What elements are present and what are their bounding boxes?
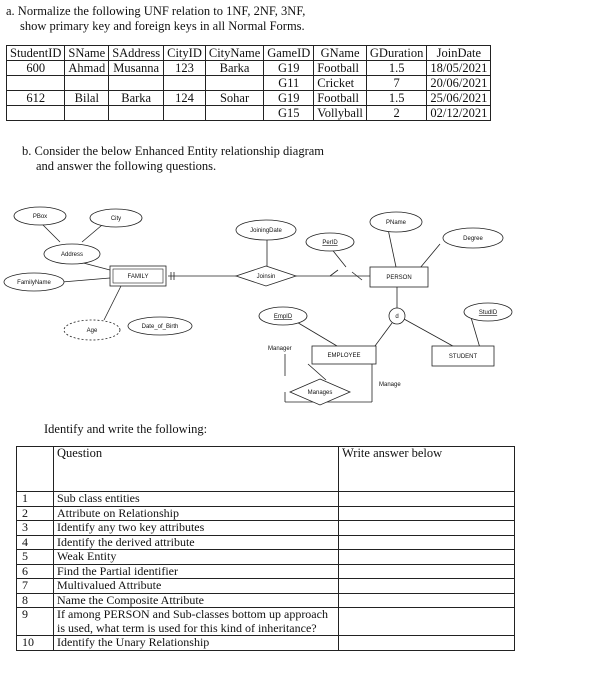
question-text: If among PERSON and Sub-classes bottom up approach is used, what term is used for this kind of inheritance? <box>54 608 339 636</box>
table-cell: 612 <box>7 91 65 106</box>
question-row <box>17 506 515 521</box>
part-b-line-1: b. Consider the below Enhanced Entity relationship diagram <box>22 144 325 158</box>
question-number: 10 <box>17 636 54 651</box>
question-number: 2 <box>17 506 54 521</box>
table-cell: 02/12/2021 <box>427 106 491 121</box>
table-cell: 600 <box>7 61 65 76</box>
person-entity-label: PERSON <box>386 275 412 281</box>
table-cell: Sohar <box>205 91 263 106</box>
table-cell: Musanna <box>109 61 164 76</box>
pname-label: PName <box>385 220 407 226</box>
answer-header-cell: Write answer below <box>339 447 515 492</box>
emp-id-label: EmpID <box>273 314 293 320</box>
table-cell: Barka <box>205 61 263 76</box>
table-cell <box>109 76 164 91</box>
table-cell: Ahmad <box>65 61 109 76</box>
header-cell: CityID <box>164 46 206 61</box>
header-cell: GName <box>314 46 367 61</box>
table-row <box>7 76 491 91</box>
city-label: City <box>110 216 122 222</box>
answer-field[interactable] <box>339 593 515 608</box>
header-cell: GameID <box>264 46 314 61</box>
table-cell: Cricket <box>314 76 367 91</box>
table-cell <box>7 76 65 91</box>
table-cell: 123 <box>164 61 206 76</box>
table-cell: G11 <box>264 76 314 91</box>
address-label: Address <box>60 252 84 258</box>
pbox-label: PBox <box>32 214 48 220</box>
table-cell <box>109 106 164 121</box>
question-number: 4 <box>17 535 54 550</box>
answer-field[interactable] <box>339 579 515 594</box>
answer-field[interactable] <box>339 506 515 521</box>
header-cell: GDuration <box>366 46 426 61</box>
table-cell: 1.5 <box>366 91 426 106</box>
part-b-line-2: and answer the following questions. <box>36 159 217 173</box>
manager-role-label: Manager <box>268 346 292 352</box>
table-cell: 124 <box>164 91 206 106</box>
table-cell: Football <box>314 91 367 106</box>
per-id-label: PerID <box>322 240 338 246</box>
manages-label: Manages <box>307 390 333 396</box>
table-cell: 20/06/2021 <box>427 76 491 91</box>
part-a-line-2: show primary key and foreign keys in all Normal Forms. <box>20 19 305 33</box>
table-cell: 7 <box>366 76 426 91</box>
questions-header-row <box>17 447 515 492</box>
part-a-line-1: a. Normalize the following UNF relation to 1NF, 2NF, 3NF, <box>6 4 306 18</box>
question-text: Attribute on Relationship <box>54 506 339 521</box>
age-label: Age <box>86 328 98 334</box>
degree-label: Degree <box>463 236 483 242</box>
table-row <box>7 91 491 106</box>
question-row <box>17 593 515 608</box>
question-row <box>17 636 515 651</box>
table-row <box>7 106 491 121</box>
question-number: 1 <box>17 492 54 507</box>
family-entity-label: FAMILY <box>127 274 149 280</box>
question-text: Find the Partial identifier <box>54 564 339 579</box>
question-number: 6 <box>17 564 54 579</box>
table-header-row <box>7 46 491 61</box>
question-row <box>17 579 515 594</box>
question-text: Multivalued Attribute <box>54 579 339 594</box>
question-number: 3 <box>17 521 54 536</box>
table-cell <box>65 106 109 121</box>
question-row <box>17 564 515 579</box>
table-cell: 18/05/2021 <box>427 61 491 76</box>
identify-heading: Identify and write the following: <box>44 422 208 436</box>
table-cell: 1.5 <box>366 61 426 76</box>
header-cell: CityName <box>205 46 263 61</box>
table-cell <box>164 76 206 91</box>
header-cell: StudentID <box>7 46 65 61</box>
answer-field[interactable] <box>339 492 515 507</box>
student-entity-label: STUDENT <box>448 354 478 360</box>
question-number: 8 <box>17 593 54 608</box>
question-row <box>17 521 515 536</box>
family-name-label: FamilyName <box>17 280 51 286</box>
table-cell <box>205 106 263 121</box>
answer-field[interactable] <box>339 564 515 579</box>
answer-field[interactable] <box>339 535 515 550</box>
table-cell: 25/06/2021 <box>427 91 491 106</box>
table-cell: G19 <box>264 91 314 106</box>
number-header-cell <box>17 447 54 492</box>
header-cell: SAddress <box>109 46 164 61</box>
stud-id-label: StudID <box>478 310 498 316</box>
joining-date-label: JoiningDate <box>250 228 282 234</box>
answer-field[interactable] <box>339 521 515 536</box>
table-cell: 2 <box>366 106 426 121</box>
joinsin-label: Joinsin <box>256 274 276 280</box>
question-row <box>17 492 515 507</box>
table-cell <box>7 106 65 121</box>
table-cell: G15 <box>264 106 314 121</box>
table-cell <box>164 106 206 121</box>
part-b-instructions <box>22 144 324 174</box>
question-text: Weak Entity <box>54 550 339 565</box>
question-number: 5 <box>17 550 54 565</box>
table-cell: Football <box>314 61 367 76</box>
questions-table <box>16 446 515 651</box>
question-number: 9 <box>17 608 54 636</box>
table-cell <box>205 76 263 91</box>
answer-field[interactable] <box>339 636 515 651</box>
date-of-birth-label: Date_of_Birth <box>141 324 179 330</box>
employee-entity-label: EMPLOYEE <box>327 353 361 359</box>
question-text: Identify any two key attributes <box>54 521 339 536</box>
table-cell: Bilal <box>65 91 109 106</box>
answer-field[interactable] <box>339 608 515 636</box>
table-cell <box>65 76 109 91</box>
manage-role-label: Manage <box>379 382 401 388</box>
table-cell: Vollyball <box>314 106 367 121</box>
header-cell: SName <box>65 46 109 61</box>
unf-relation-table <box>6 45 491 121</box>
question-text: Name the Composite Attribute <box>54 593 339 608</box>
disjoint-label: d <box>395 314 399 320</box>
question-row <box>17 550 515 565</box>
table-cell: Barka <box>109 91 164 106</box>
question-row <box>17 608 515 636</box>
answer-field[interactable] <box>339 550 515 565</box>
table-cell: G19 <box>264 61 314 76</box>
question-number: 7 <box>17 579 54 594</box>
question-text: Sub class entities <box>54 492 339 507</box>
question-header-cell: Question <box>54 447 339 492</box>
part-a-instructions <box>6 4 305 34</box>
question-text: Identify the Unary Relationship <box>54 636 339 651</box>
header-cell: JoinDate <box>427 46 491 61</box>
question-text: Identify the derived attribute <box>54 535 339 550</box>
question-row <box>17 535 515 550</box>
eer-diagram <box>0 196 611 418</box>
table-row <box>7 61 491 76</box>
